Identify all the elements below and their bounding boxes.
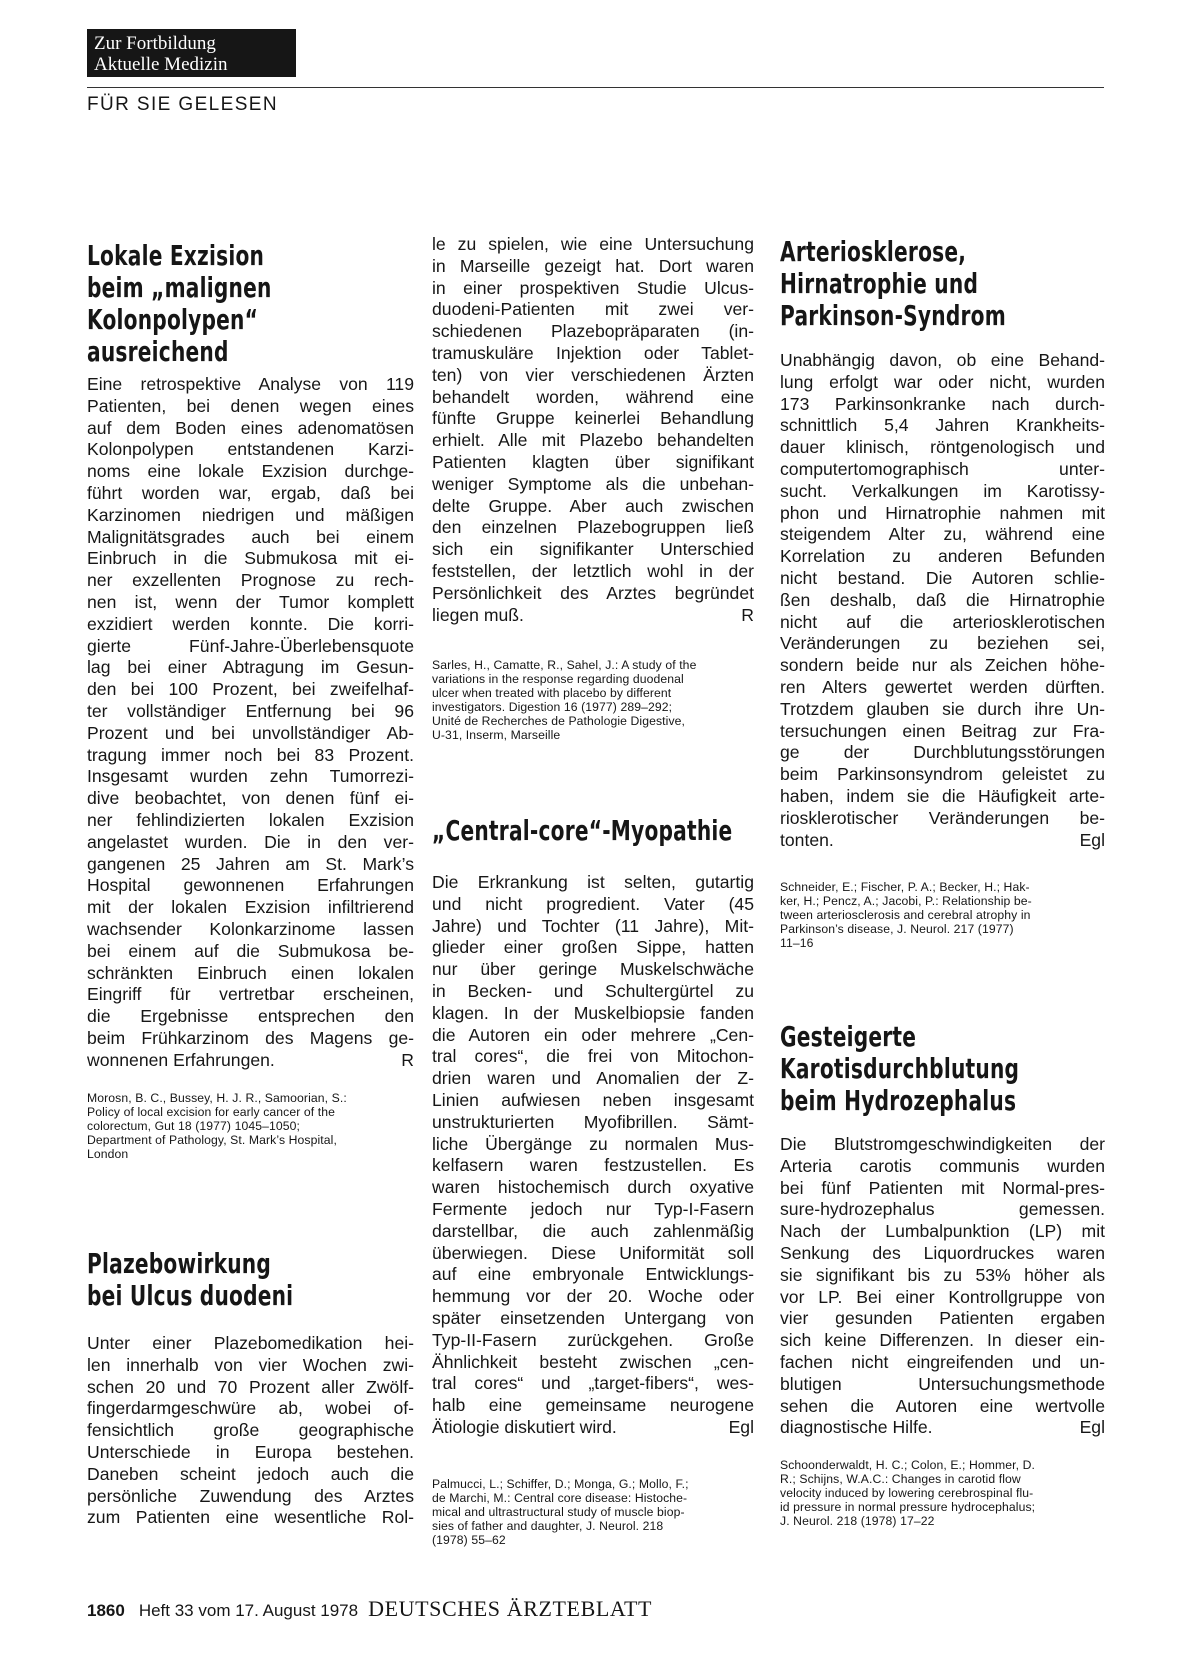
text-line: Korrelation zu anderen Befunden: [780, 546, 1105, 567]
text-line: schiedenen Plazebopräparaten (in-: [432, 321, 754, 342]
article-title: [87, 240, 414, 368]
text-line: waren histochemisch durch oxyative: [432, 1177, 754, 1198]
text-line: Malignitätsgrades auch bei einem: [87, 526, 414, 547]
text-line: Unter einer Plazebomedikation hei-: [87, 1333, 414, 1353]
author-initials: Egl: [1079, 1417, 1105, 1438]
text-line: len innerhalb von vier Wochen zwi-: [87, 1354, 414, 1375]
text-line: halb eine gemeinsame neurogene: [432, 1395, 754, 1416]
text-line: Unterschiede in Europa bestehen.: [87, 1441, 414, 1462]
title-line: Karotisdurchblutung: [780, 1052, 1020, 1085]
text-line: diagnostische Hilfe.: [780, 1417, 933, 1438]
text-line: mit der lokalen Exzision infiltrierend: [87, 897, 414, 918]
reference-line: variations in the response regarding duodenal: [432, 672, 684, 686]
text-line: sich ein signifikanter Unterschied: [432, 539, 754, 560]
title-line: Plazebowirkung: [87, 1247, 272, 1280]
text-line: ßen deshalb, daß die Hirnatrophie: [780, 589, 1105, 610]
reference-line: U-31, Inserm, Marseille: [432, 728, 561, 742]
text-line: vor LP. Bei einer Kontrollgruppe von: [780, 1286, 1105, 1307]
text-line: riosklerotischer Veränderungen be-: [780, 807, 1105, 828]
page-footer: [87, 1596, 652, 1622]
reference-line: Schoonderwaldt, H. C.; Colon, E.; Hommer, D.: [780, 1458, 1036, 1472]
text-line: Senkung des Liquordruckes waren: [780, 1242, 1105, 1263]
last-line: [432, 1417, 754, 1439]
text-line: ter vollständiger Entfernung bei 96: [87, 700, 414, 721]
title-line: ausreichend: [87, 335, 229, 368]
author-initials: Egl: [1079, 829, 1105, 850]
text-line: lag bei einer Abtragung im Gesun-: [87, 657, 414, 678]
last-line: [87, 1050, 414, 1072]
title-line: beim „malignen: [87, 271, 272, 304]
text-line: bei fünf Patienten mit Normal-pres-: [780, 1177, 1105, 1198]
text-line: schen 20 und 70 Prozent aller Zwölf-: [87, 1376, 414, 1397]
text-line: Hospital gewonnenen Erfahrungen: [87, 875, 414, 896]
text-line: steigendem Alter zu, während eine: [780, 524, 1105, 545]
text-line: gangenen 25 Jahren am St. Mark’s: [87, 853, 414, 874]
reference-line: ker, H.; Pencz, A.; Jacobi, P.: Relationship be-: [780, 894, 1032, 908]
text-line: fünfte Gruppe keinerlei Behandlung: [432, 408, 754, 429]
reference-line: velocity induced by lowering cerebrospinal flu-: [780, 1486, 1034, 1500]
text-line: feststellen, der letztlich wohl in der: [432, 560, 754, 581]
text-line: und nicht progredient. Vater (45: [432, 893, 754, 914]
article-title: [780, 1021, 1105, 1117]
text-line: le zu spielen, wie eine Untersuchung: [432, 234, 754, 254]
text-line: zum Patienten eine wesentliche Rol-: [87, 1507, 414, 1528]
title-line: Parkinson-Syndrom: [780, 299, 1006, 332]
text-line: ge der Durchblutungsstörungen: [780, 742, 1105, 763]
article-title: [432, 815, 754, 847]
text-line: nicht auf die arteriosklerotischen: [780, 611, 1105, 632]
reference-line: id pressure in normal pressure hydrocephalus;: [780, 1500, 1036, 1514]
text-line: schränkten Einbruch einen lokalen: [87, 962, 414, 983]
text-line: wachsender Kolonkarzinome lassen: [87, 918, 414, 939]
text-line: Karzinomen niedrigen und mäßigen: [87, 504, 414, 525]
text-line: haben, indem sie die Häufigkeit arte-: [780, 785, 1105, 806]
text-line: beim Frühkarzinom des Magens ge-: [87, 1027, 414, 1048]
reference-line: Parkinson’s disease, J. Neurol. 217 (1977): [780, 922, 1014, 936]
reference-line: Schneider, E.; Fischer, P. A.; Becker, H.; Hak-: [780, 880, 1030, 894]
reference-line: J. Neurol. 218 (1978) 17–22: [780, 1514, 935, 1528]
text-line: schnittlich 5,4 Jahren Krankheits-: [780, 415, 1105, 436]
article-title: [780, 236, 1105, 332]
title-line: bei Ulcus duodeni: [87, 1279, 294, 1312]
text-line: in Marseille gezeigt hat. Dort waren: [432, 255, 754, 276]
article-body: [432, 872, 754, 1439]
title-line: Lokale Exzision: [87, 239, 265, 272]
text-line: hemmung vor der 20. Woche oder: [432, 1286, 754, 1307]
text-line: angelastet wurden. Die in den ver-: [87, 831, 414, 852]
text-line: auf eine embryonale Entwicklungs-: [432, 1264, 754, 1285]
text-line: den bei 100 Prozent, bei zweifelhaf-: [87, 679, 414, 700]
reference-line: ulcer when treated with placebo by different: [432, 686, 672, 700]
reference-line: tween arteriosclerosis and cerebral atrophy in: [780, 908, 1031, 922]
text-line: persönliche Zuwendung des Arztes: [87, 1485, 414, 1506]
text-line: delte Gruppe. Aber auch zwischen: [432, 495, 754, 516]
text-line: sondern beide nur als Zeichen höhe-: [780, 655, 1105, 676]
section-title: FÜR SIE GELESEN: [87, 94, 278, 115]
text-line: Trotzdem glauben sie durch ihre Un-: [780, 698, 1105, 719]
text-line: Ätiologie diskutiert wird.: [432, 1416, 617, 1437]
reference-line: Unité de Recherches de Pathologie Digestive,: [432, 714, 686, 728]
text-line: bei einem auf die Submukosa be-: [87, 940, 414, 961]
article-reference: [432, 658, 754, 742]
text-line: führt worden war, ergab, daß bei: [87, 482, 414, 503]
text-line: Veränderungen zu beziehen sei,: [780, 633, 1105, 654]
text-line: tral cores“, die frei von Mitochon-: [432, 1046, 754, 1067]
text-line: fingerdarmgeschwüre ab, wobei of-: [87, 1398, 414, 1419]
text-line: unstrukturierten Myofibrillen. Sämt-: [432, 1111, 754, 1132]
reference-line: de Marchi, M.: Central core disease: Histoche-: [432, 1491, 688, 1505]
author-initials: Egl: [728, 1416, 754, 1437]
text-line: nicht bestand. Die Autoren schlie-: [780, 567, 1105, 588]
text-line: Jahre) und Tochter (11 Jahre), Mit-: [432, 915, 754, 936]
text-line: kelfasern waren festzustellen. Es: [432, 1155, 754, 1176]
text-line: drien waren und Anomalien der Z-: [432, 1068, 754, 1089]
text-line: tonten.: [780, 829, 834, 850]
title-line: Hirnatrophie und: [780, 267, 979, 300]
reference-line: R.; Schijns, W.A.C.: Changes in carotid flow: [780, 1472, 1021, 1486]
text-line: die Autoren ein oder mehrere „Cen-: [432, 1024, 754, 1045]
text-line: exzidiert werden konnte. Die korri-: [87, 613, 414, 634]
page-number: 1860: [87, 1601, 125, 1620]
title-line: Arteriosklerose,: [780, 235, 967, 268]
text-line: weniger Symptome als die unbehan-: [432, 473, 754, 494]
text-line: nur über geringe Muskelschwäche: [432, 959, 754, 980]
reference-line: 11–16: [780, 936, 814, 950]
rubric-line-2: Aktuelle Medizin: [94, 54, 228, 75]
text-line: ren Alters gewertet werden dürften.: [780, 676, 1105, 697]
text-line: überwiegen. Diese Uniformität soll: [432, 1242, 754, 1263]
reference-line: colorectum, Gut 18 (1977) 1045–1050;: [87, 1119, 300, 1133]
text-line: dive beobachtet, von denen fünf ei-: [87, 788, 414, 809]
text-line: dauer klinisch, röntgenologisch und: [780, 437, 1105, 458]
text-line: lung erfolgt war oder nicht, wurden: [780, 371, 1105, 392]
article-body: [87, 1333, 414, 1529]
text-line: tramuskuläre Injektion oder Tablet-: [432, 342, 754, 363]
text-line: sucht. Verkalkungen im Karotissy-: [780, 480, 1105, 501]
text-line: noms eine lokale Exzision durchge-: [87, 461, 414, 482]
text-line: in Becken- und Schultergürtel zu: [432, 980, 754, 1001]
text-line: beim Parkinsonsyndrom geleistet zu: [780, 764, 1105, 785]
text-line: erhielt. Alle mit Plazebo behandelten: [432, 430, 754, 451]
text-line: darstellbar, die auch zahlenmäßig: [432, 1220, 754, 1241]
title-line: Kolonpolypen“: [87, 303, 259, 336]
reference-line: Morosn, B. C., Bussey, H. J. R., Samoorian, S.:: [87, 1091, 347, 1105]
text-line: ten) von vier verschiedenen Ärzten: [432, 364, 754, 385]
article-body-continued: [432, 234, 754, 626]
title-line: Gesteigerte: [780, 1020, 917, 1053]
text-line: Typ-II-Fasern zurückgehen. Große: [432, 1329, 754, 1350]
text-line: später einsetzenden Untergang von: [432, 1307, 754, 1328]
text-line: Eingriff für vertretbar erscheinen,: [87, 984, 414, 1005]
title-line: beim Hydrozephalus: [780, 1084, 1017, 1117]
text-line: Unabhängig davon, ob eine Behand-: [780, 350, 1105, 370]
last-line: [432, 605, 754, 627]
article-reference: [780, 880, 1105, 950]
text-line: fensichtlich große geographische: [87, 1420, 414, 1441]
text-line: sehen die Autoren eine wertvolle: [780, 1395, 1105, 1416]
reference-line: mical and ultrastructural study of muscle biop-: [432, 1505, 685, 1519]
issue-info: Heft 33 vom 17. August 1978: [138, 1601, 359, 1620]
author-initials: R: [741, 604, 754, 625]
reference-line: investigators. Digestion 16 (1977) 289–292;: [432, 700, 673, 714]
text-line: Nach der Lumbalpunktion (LP) mit: [780, 1221, 1105, 1242]
text-line: Prozent und bei unvollständiger Ab-: [87, 722, 414, 743]
article-body: [87, 374, 414, 1072]
text-line: liche Übergänge zu normalen Mus-: [432, 1133, 754, 1154]
article-body: [780, 1134, 1105, 1439]
text-line: Eine retrospektive Analyse von 119: [87, 374, 414, 394]
text-line: Insgesamt wurden zehn Tumorrezi-: [87, 766, 414, 787]
text-line: tersuchungen einen Beitrag zur Fra-: [780, 720, 1105, 741]
text-line: fachen nicht eingreifenden und un-: [780, 1351, 1105, 1372]
text-line: Einbruch in die Submukosa mit ei-: [87, 548, 414, 569]
text-line: Patienten, bei denen wegen eines: [87, 395, 414, 416]
text-line: computertomographisch unter-: [780, 458, 1105, 479]
title-line: „Central-core“-Myopathie: [432, 814, 733, 847]
reference-line: London: [87, 1147, 129, 1161]
text-line: sure-hydrozephalus gemessen.: [780, 1199, 1105, 1220]
text-line: klagen. In der Muskelbiopsie fanden: [432, 1002, 754, 1023]
author-initials: R: [401, 1049, 414, 1070]
reference-line: Policy of local excision for early cancer of the: [87, 1105, 335, 1119]
reference-line: Department of Pathology, St. Mark’s Hospital,: [87, 1133, 337, 1147]
article-reference: [780, 1458, 1105, 1528]
text-line: sie signifikant bis zu 53% höher als: [780, 1264, 1105, 1285]
text-line: die Ergebnisse entsprechen den: [87, 1006, 414, 1027]
text-line: Ähnlichkeit besteht zwischen „cen-: [432, 1351, 754, 1372]
reference-line: sies of father and daughter, J. Neurol. 218: [432, 1519, 664, 1533]
text-line: gierte Fünf-Jahre-Überlebensquote: [87, 635, 414, 656]
text-line: vier gesunden Patienten ergaben: [780, 1308, 1105, 1329]
text-line: ner exzellenten Prognose zu rech-: [87, 570, 414, 591]
text-line: Arteria carotis communis wurden: [780, 1155, 1105, 1176]
text-line: wonnenen Erfahrungen.: [87, 1049, 275, 1070]
reference-line: (1978) 55–62: [432, 1533, 506, 1547]
text-line: Kolonpolypen entstandenen Karzi-: [87, 439, 414, 460]
text-line: nen ist, wenn der Tumor komplett: [87, 591, 414, 612]
text-line: Fermente jedoch nur Typ-I-Fasern: [432, 1198, 754, 1219]
reference-line: Sarles, H., Camatte, R., Sahel, J.: A study of the: [432, 658, 697, 672]
rubric-tag: [87, 29, 296, 77]
text-line: in einer prospektiven Studie Ulcus-: [432, 277, 754, 298]
text-line: blutigen Untersuchungsmethode: [780, 1373, 1105, 1394]
article-body: [780, 350, 1105, 851]
text-line: duodeni-Patienten mit zwei ver-: [432, 299, 754, 320]
text-line: behandelt worden, während eine: [432, 386, 754, 407]
text-line: Daneben scheint jedoch auch die: [87, 1463, 414, 1484]
text-line: phon und Hirnatrophie nahmen mit: [780, 502, 1105, 523]
text-line: auf dem Boden eines adenomatösen: [87, 417, 414, 438]
text-line: Die Blutstromgeschwindigkeiten der: [780, 1134, 1105, 1154]
text-line: ner fehlindizierten lokalen Exzision: [87, 809, 414, 830]
last-line: [780, 1417, 1105, 1439]
text-line: glieder einer großen Sippe, hatten: [432, 937, 754, 958]
text-line: Patienten klagten über signifikant: [432, 451, 754, 472]
text-line: Persönlichkeit des Arztes begründet: [432, 582, 754, 603]
magazine-name: DEUTSCHES ÄRZTEBLATT: [368, 1596, 653, 1621]
text-line: den einzelnen Plazebogruppen ließ: [432, 517, 754, 538]
text-line: tral cores“ und „target-fibers“, wes-: [432, 1373, 754, 1394]
article-reference: [432, 1477, 754, 1547]
text-line: sich keine Differenzen. In dieser ein-: [780, 1330, 1105, 1351]
text-line: tragung immer noch bei 83 Prozent.: [87, 744, 414, 765]
last-line: [780, 830, 1105, 852]
article-title: [87, 1248, 414, 1312]
article-reference: [87, 1091, 414, 1161]
header-rule: [87, 87, 1104, 88]
text-line: Linien aufwiesen neben insgesamt: [432, 1089, 754, 1110]
reference-line: Palmucci, L.; Schiffer, D.; Monga, G.; Mollo, F.;: [432, 1477, 689, 1491]
rubric-line-1: Zur Fortbildung: [94, 33, 216, 54]
text-line: liegen muß.: [432, 604, 524, 625]
text-line: 173 Parkinsonkranke nach durch-: [780, 393, 1105, 414]
text-line: Die Erkrankung ist selten, gutartig: [432, 872, 754, 892]
